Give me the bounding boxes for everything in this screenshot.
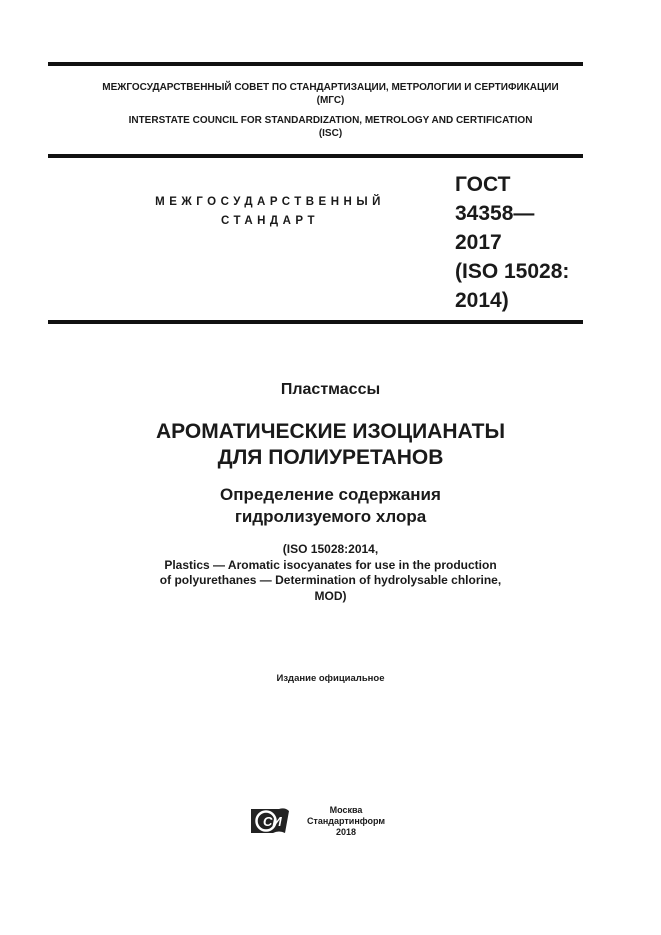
subtitle-line: Определение содержания [220,485,441,504]
standard-type-line: СТАНДАРТ [221,215,319,227]
iso-line: (ISO 15028:2014, [282,542,379,556]
council-ru-name: МЕЖГОСУДАРСТВЕННЫЙ СОВЕТ ПО СТАНДАРТИЗАЦИИ, МЕТРОЛОГИИ И СЕРТИФИКАЦИИ [102,82,559,93]
publisher-city: Москва [329,805,363,815]
standard-type-line: МЕЖГОСУДАРСТВЕННЫЙ [155,196,385,208]
middle-rule [48,154,583,158]
standard-type [130,193,410,231]
gost-line: 34358— [455,202,535,225]
council-en [0,114,661,140]
standartinform-logo-icon [249,805,291,837]
gost-line: ГОСТ [455,173,511,196]
publisher-logo [249,805,291,837]
top-rule [48,62,583,66]
publisher-name: Стандартинформ [306,816,386,826]
main-title [0,419,661,471]
publisher-info [296,805,396,838]
council-en-abbr: (ISC) [318,128,343,139]
iso-line: MOD) [314,588,347,603]
gost-line: 2017 [455,231,502,254]
gost-line: (ISO 15028: [455,260,570,283]
subtitle-line: гидролизуемого хлора [234,507,427,526]
main-title-line: ДЛЯ ПОЛИУРЕТАНОВ [217,446,444,469]
council-en-name: INTERSTATE COUNCIL FOR STANDARDIZATION, METROLOGY AND CERTIFICATION [128,115,533,126]
main-title-line: АРОМАТИЧЕСКИЕ ИЗОЦИАНАТЫ [155,420,506,443]
category-title: Пластмассы [280,381,381,398]
subtitle [0,484,661,528]
publisher-year: 2018 [335,827,357,837]
council-ru [0,81,661,107]
gost-designation [455,170,569,315]
edition-label: Издание официальное [276,673,385,684]
iso-line: Plastics — Aromatic isocyanates for use in the production [164,557,497,572]
gost-line: 2014) [455,289,509,312]
iso-reference [0,542,661,604]
bottom-rule [48,320,583,324]
svg-text:СИ: СИ [263,814,282,829]
iso-line: of polyurethanes — Determination of hydrolysable chlorine, [159,573,502,587]
council-ru-abbr: (МГС) [316,95,345,106]
